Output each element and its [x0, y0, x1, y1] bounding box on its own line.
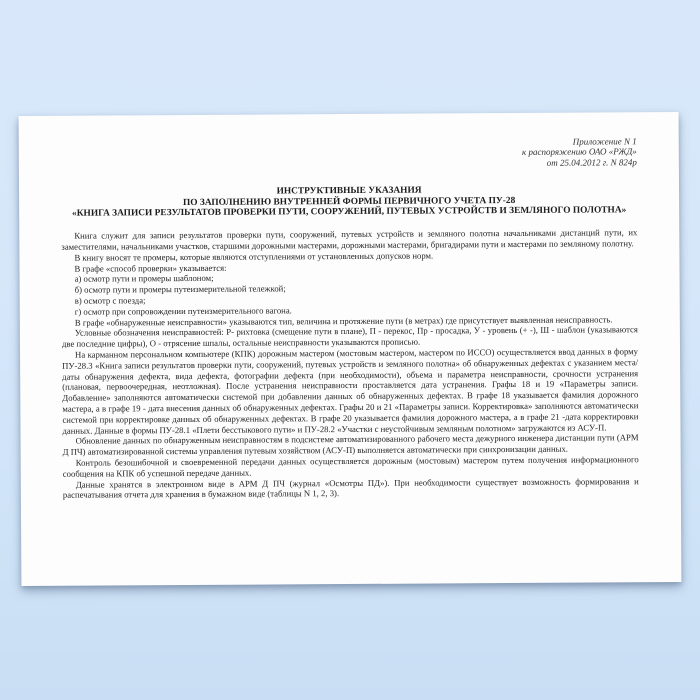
document-page	[19, 112, 682, 586]
paragraph: В графе «способ проверки» указывается:	[74, 262, 227, 274]
list-item: б) осмотр пути и промеры путеизмерительной тележкой;	[74, 283, 286, 295]
paragraph: Обновление данных по обнаруженным неисправностям в подсистеме автоматизированного рабочего места дежурного инженера дистанции пути (АРМ Д ПЧ) автоматизированной системы управления путевым хозяйством (АСУ-П) выполняется автоматически при синхронизации данных.	[62, 432, 639, 457]
title-line: «КНИГА ЗАПИСИ РЕЗУЛЬТАТОВ ПРОВЕРКИ ПУТИ, СООРУЖЕНИЙ, ПУТЕВЫХ УСТРОЙСТВ И ЗЕМЛЯНОГО ПОЛОТНА»	[72, 205, 627, 220]
paragraph: Контроль безошибочной и своевременной передачи данных осуществляется дорожным (мостовым) мастером путем получения информационного сообщения на КПК об успешной передаче данных.	[62, 454, 639, 479]
document-title	[61, 184, 637, 220]
annex-line: от 25.04.2012 г. N 824р	[546, 156, 637, 168]
list-item: г) осмотр при сопровождении путеизмерительного вагона.	[74, 305, 292, 317]
annex-reference	[61, 136, 637, 170]
list-item: в) осмотр с поезда;	[74, 295, 146, 306]
paragraph: Условные обозначения неисправностей: Р- рихтовка (смещение пути в плане), П - перекос, Пр - просадка, У - уровень (+ -), Ш - шаблон (указываются две последние цифры), О - отрясение шпалы, остальные неисправности указываются прописью.	[61, 324, 638, 350]
paragraph: Данные хранятся в электронном виде в АРМ Д ПЧ (журнал «Осмотры ПД»). При необходимости существует возможность формирования и распечатывания отчета для хранения в бумажном виде (таблицы N 1, 2, 3).	[62, 475, 639, 501]
title-line: ПО ЗАПОЛНЕНИЮ ВНУТРЕННЕЙ ФОРМЫ ПЕРВИЧНОГО УЧЕТА ПУ-28	[182, 195, 516, 208]
paragraph: Книга служит для записи результатов проверки пути, сооружений, путевых устройств и земляного полотна начальниками дистанций пути, их заместителями, начальниками участков, старшими дорожными мастерами, дорожными мастерами, бригадирами пути и мастерами по земляному полотну.	[61, 227, 638, 252]
document-body	[61, 228, 639, 501]
title-line: ИНСТРУКТИВНЫЕ УКАЗАНИЯ	[276, 185, 422, 197]
list-item: а) осмотр пути и промеры шаблоном;	[74, 273, 214, 285]
paragraph: В книгу вносят те промеры, которые являются отступлениями от установленных допусков норм.	[74, 250, 434, 263]
paragraph: В графе «обнаруженные неисправности» указываются тип, величина и протяжение пути (в метрах) где присутствует выявленная неисправность.	[74, 314, 613, 328]
annex-line: Приложение N 1	[572, 136, 637, 147]
annex-line: к распоряжению ОАО «РЖД»	[521, 146, 637, 158]
paragraph: На карманном персональном компьютере (КПК) дорожным мастером (мостовым мастером, мастером по ИССО) осуществляется ввод данных в форму ПУ-28.3 «Книга записи результатов проверки пути, сооружений, путевых устройств и земляного полотна» об обнаруженных дефектах с указанием места/даты обнаружения дефекта, вида дефекта, фотографии дефекта (при необходимости), объема и параметра неисправности, срочности устранения (плановая, первоочередная, неотложная). После устранения неисправности проставляется дата устранения. Графы 18 и 19 «Параметры записи. Добавление» заполняются автоматически системой при добавлении данных об обнаруженных дефектах. В графе 18 указывается фамилия дорожного мастера, а в графе 19 - дата внесения данных об обнаруженных дефектах. Графы 20 и 21 «Параметры записи. Корректировка» заполняются автоматически системой при корректировке данных об обнаруженных дефектах. В графе 20 указывается фамилия дорожного мастера, а в графе 21 -дата корректировки данных. Данные в формы ПУ-28.1 «Плети бесстыкового пути» и ПУ-28.2 «Участки с неустойчивым земляным полотном» загружаются из АСУ-П.	[62, 346, 639, 436]
